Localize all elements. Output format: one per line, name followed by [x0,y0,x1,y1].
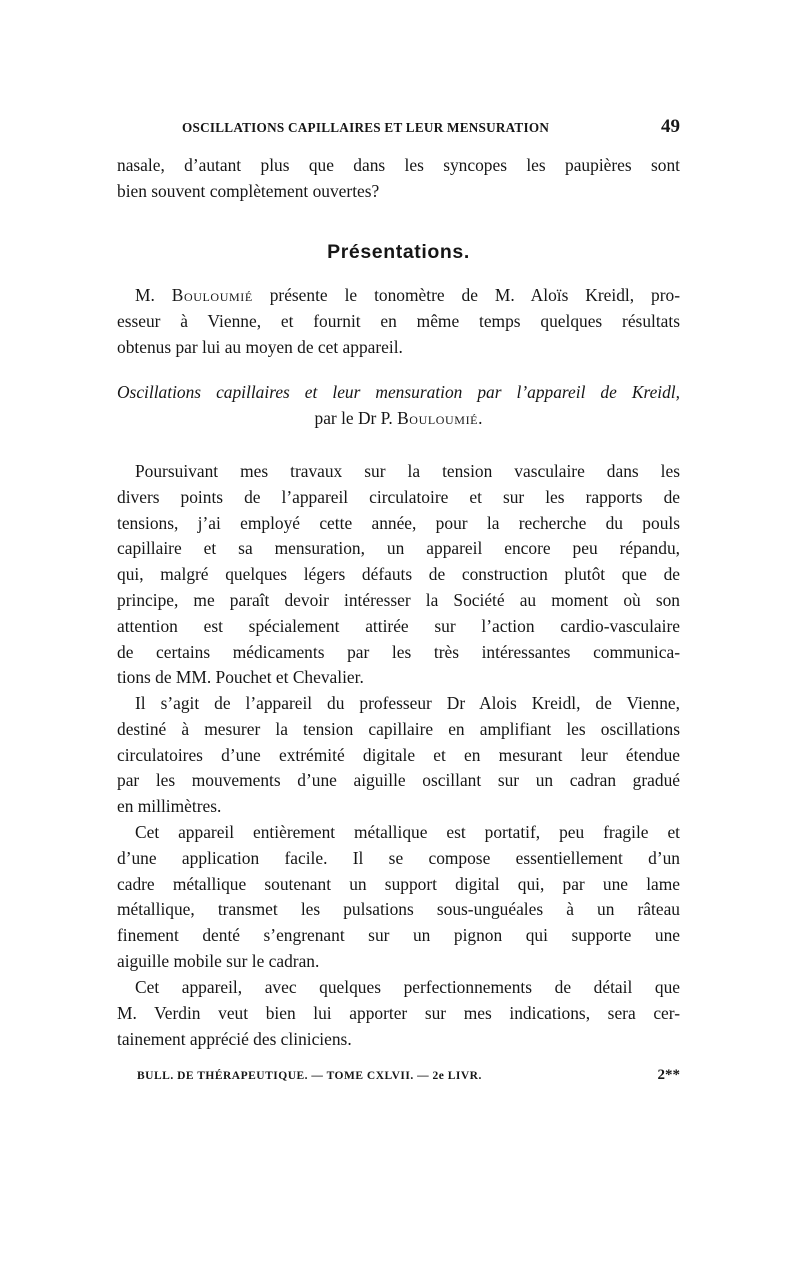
text-line: M. Verdin veut bien lui apporter sur mes indications, sera cer- [117,1002,680,1023]
footer-citation: BULL. DE THÉRAPEUTIQUE. — TOME CXLVII. — 2e LIVR. [137,1070,482,1082]
body-paragraph-4 [117,975,680,1052]
text-line: tensions, j’ai employé cette année, pour la recherche du pouls [117,512,680,533]
text-line: nasale, d’autant plus que dans les syncopes les paupières sont [117,155,680,175]
text-fragment: présente le tonomètre de M. Aloïs Kreidl, pro- [252,285,680,305]
text-line: métallique, transmet les pulsations sous-unguéales à un râteau [117,899,680,920]
signature-mark: 2** [657,1067,680,1083]
author-name: Bouloumié [397,408,479,428]
text-line: tions de MM. Pouchet et Chevalier. [117,667,364,688]
text-line: qui, malgré quelques légers défauts de construction plutôt que de [117,564,680,585]
text-line: tainement apprécié des cliniciens. [117,1028,352,1049]
text-line: finement denté s’engrenant sur un pignon qui supporte une [117,925,680,946]
article-title [117,379,680,431]
article-title-text: Oscillations capillaires et leur mensuration par l’appareil de Kreidl, [117,382,680,402]
text-line: d’une application facile. Il se compose essentiellement d’un [117,847,680,868]
text-line: Cet appareil entièrement métallique est portatif, peu fragile et [135,822,680,842]
text-line: aiguille mobile sur le cadran. [117,950,320,971]
text-line: Cet appareil, avec quelques perfectionnements de détail que [135,977,680,997]
text-line: principe, me paraît devoir intéresser la Société au moment où son [117,589,680,610]
author-name: Bouloumié [171,285,253,305]
text-line: Poursuivant mes travaux sur la tension vasculaire dans les [135,461,680,481]
page-footer [137,1067,680,1087]
text-line: de certains médicaments par les très intéressantes communica- [117,641,680,662]
text-line: obtenus par lui au moyen de cet appareil. [117,336,403,357]
body-paragraph-1 [117,459,680,691]
text-line [117,283,680,309]
article-byline [117,405,680,431]
text-line: esseur à Vienne, et fournit en même temps quelques résultats [117,310,680,331]
text-line: destiné à mesurer la tension capillaire en amplifiant les oscillations [117,718,680,739]
body-paragraph-2 [117,691,680,820]
page-number: 49 [661,116,680,137]
text-fragment: M. [135,285,172,305]
text-line: par les mouvements d’une aiguille oscillant sur un cadran gradué [117,770,680,791]
text-line: capillaire et sa mensuration, un appareil encore peu répandu, [117,538,680,559]
section-heading: Présentations. [327,241,470,263]
byline-suffix: . [478,408,483,428]
text-line: Il s’agit de l’appareil du professeur Dr Alois Kreidl, de Vienne, [135,693,680,713]
presentation-paragraph [117,283,680,360]
text-line: en millimètres. [117,796,222,817]
running-header [117,116,680,140]
byline-prefix: par le Dr P. [314,408,398,428]
text-line: attention est spécialement attirée sur l’action cardio-vasculaire [117,615,680,636]
body-paragraph-3 [117,820,680,975]
text-line: divers points de l’appareil circulatoire et sur les rapports de [117,486,680,507]
text-line: circulatoires d’une extrémité digitale et en mesurant leur étendue [117,744,680,765]
text-line: bien souvent complètement ouvertes? [117,180,380,201]
text-line: cadre métallique soutenant un support digital qui, par une lame [117,873,680,894]
running-title: OSCILLATIONS CAPILLAIRES ET LEUR MENSURATION [182,120,550,135]
intro-paragraph [117,153,680,205]
